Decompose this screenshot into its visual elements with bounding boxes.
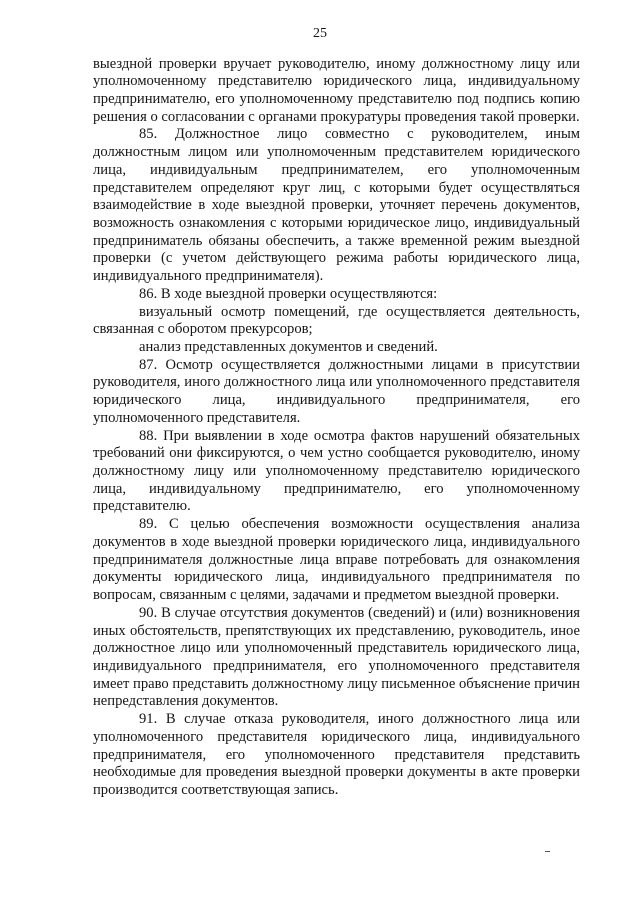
paragraph-88: 88. При выявлении в ходе осмотра фактов нарушений обязательных требований они фиксируются, о чем устно сообщается руководителю, иному должностному лицу или уполномоченному представителю юридического лица, индивидуальному предпринимателю, его уполномоченному представителю. xyxy=(93,427,580,515)
paragraph-continuation: выездной проверки вручает руководителю, иному должностному лицу или уполномоченному представителю юридического лица, индивидуальному предпринимателю, его уполномоченному представителю под подпись копию решения о согласовании с органами прокуратуры проведения такой проверки. xyxy=(93,55,580,125)
paragraph-86-item-document-analysis: анализ представленных документов и сведений. xyxy=(139,339,438,355)
paragraph-85: 85. Должностное лицо совместно с руководителем, иным должностным лицом или уполномоченным представителем юридического лица, индивидуальным предпринимателем, его уполномоченным представителем определяют круг лиц, с которыми будет осуществляться взаимодействие в ходе выездной проверки, уточняет перечень документов, возможность ознакомления с которыми юридическое лицо, индивидуальный предприниматель обязаны обеспечить, а также временной режим выездной проверки (с учетом действующего режима работы юридического лица, индивидуального предпринимателя). xyxy=(93,126,580,285)
paragraph-89: 89. С целью обеспечения возможности осуществления анализа документов в ходе выездной проверки юридического лица, индивидуального предпринимателя должностные лица вправе потребовать для ознакомления документы юридического лица, индивидуального предпринимателя по вопросам, связанным с целями, задачами и предметом выездной проверки. xyxy=(93,516,580,604)
page-number: 25 xyxy=(313,26,327,41)
scan-mark xyxy=(545,851,550,852)
paragraph-86-item-visual-inspection: визуальный осмотр помещений, где осуществляется деятельность, связанная с оборотом прекурсоров; xyxy=(93,303,580,338)
paragraph-87: 87. Осмотр осуществляется должностными лицами в присутствии руководителя, иного должностного лица или уполномоченного представителя юридического лица, индивидуального предпринимателя, его уполномоченного представителя. xyxy=(93,356,580,426)
document-body xyxy=(93,56,580,800)
paragraph-91: 91. В случае отказа руководителя, иного должностного лица или уполномоченного представителя юридического лица, индивидуального предпринимателя, его уполномоченного представителя представить необходимые для проведения выездной проверки документы в акте проверки производится соответствующая запись. xyxy=(93,711,580,798)
paragraph-90: 90. В случае отсутствия документов (сведений) и (или) возникновения иных обстоятельств, препятствующих их представлению, руководитель, иное должностное лицо или уполномоченный представитель юридического лица, индивидуального предпринимателя, его уполномоченного представителя имеет право представить должностному лицу письменное объяснение причин непредставления документов. xyxy=(93,604,580,710)
paragraph-86: 86. В ходе выездной проверки осуществляются: xyxy=(139,285,438,302)
